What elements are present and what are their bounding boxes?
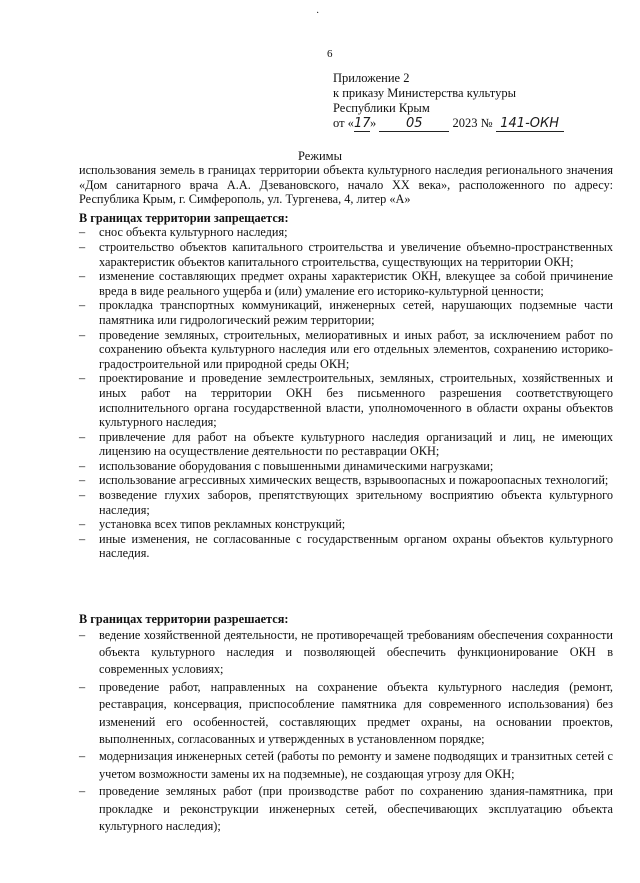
top-mark: · <box>316 8 320 19</box>
dash-bullet: – <box>79 627 86 642</box>
handwritten-day: 17 <box>353 116 371 131</box>
dash-bullet: – <box>79 327 86 342</box>
list-item-text: снос объекта культурного наследия; <box>99 225 288 240</box>
dash-bullet: – <box>79 679 86 694</box>
list-item <box>79 298 613 327</box>
dash-bullet: – <box>79 458 86 473</box>
list-item <box>79 459 613 474</box>
list-item-text: проведение земляных работ (при производстве работ по сохранению здания-памятника, при прокладке и реконструкции инженерных сетей, обеспечивающих эксплуатацию объекта культурного наследия); <box>99 784 613 834</box>
list-item-text: использование оборудования с повышенными динамическими нагрузками; <box>99 458 494 473</box>
appendix-line: к приказу Министерства культуры <box>333 86 516 100</box>
list-item-text: проектирование и проведение землестроительных, земляных, строительных, хозяйственных и иных работ на территории ОКН без письменного разрешения соответствующего исполнительного органа государственной власти, уполномоченного в области охраны объектов культурного наследия; <box>99 371 613 430</box>
list-item-text: прокладка транспортных коммуникаций, инженерных сетей, нарушающих подземные части памятника или гидрологический режим территории; <box>99 298 613 327</box>
dash-bullet: – <box>79 488 86 503</box>
permitted-list <box>79 627 613 836</box>
date-prefix: от « <box>333 116 354 130</box>
list-item <box>79 679 613 749</box>
dash-bullet: – <box>79 531 86 546</box>
dash-bullet: – <box>79 517 86 532</box>
list-item <box>79 430 613 459</box>
prohibited-heading: В границах территории запрещается: <box>79 210 289 225</box>
dash-bullet: – <box>79 749 86 764</box>
list-item <box>79 532 613 561</box>
date-mid: » <box>369 116 377 130</box>
list-item <box>79 488 613 517</box>
document-title: Режимы <box>298 149 342 163</box>
list-item <box>79 473 613 488</box>
list-item <box>79 269 613 298</box>
list-item-text: иные изменения, не согласованные с государственным органом охраны объектов культурного наследия. <box>99 531 613 561</box>
list-item-text: строительство объектов капитального строительства и увеличение объемно-пространственных характеристик объектов капитального строительства, существующих на территории ОКН; <box>99 239 613 269</box>
list-item-text: модернизация инженерных сетей (работы по ремонту и замене подводящих и транзитных сетей с учетом возможности замены их на подземные), не создающая угрозу для ОКН; <box>99 749 613 781</box>
handwritten-order-number: 141-ОКН <box>496 117 564 132</box>
permitted-heading: В границах территории разрешается: <box>79 612 289 626</box>
dash-bullet: – <box>79 298 86 313</box>
list-item-text: использование агрессивных химических веществ, взрывоопасных и пожароопасных технологий; <box>99 473 609 488</box>
intro-paragraph: использования земель в границах территории объекта культурного наследия регионального значения «Дом санитарного врача А.А. Дзевановского, начало XX века», расположенного по адресу: Республика Крым, г. Симферополь, ул. Тургенева, 4, литер «А» <box>79 163 613 207</box>
dash-bullet: – <box>79 371 86 386</box>
list-item-text: привлечение для работ на объекте культурного наследия организаций и лиц, не имеющих лицензию на осуществление деятельности по реставрации ОКН; <box>99 429 613 459</box>
appendix-line: Приложение 2 <box>333 71 410 85</box>
dash-bullet: – <box>79 225 86 240</box>
dash-bullet: – <box>79 429 86 444</box>
appendix-date-line <box>333 116 564 132</box>
list-item-text: установка всех типов рекламных конструкций; <box>99 517 346 532</box>
list-item <box>79 225 613 240</box>
list-item-text: проведение земляных, строительных, мелиоративных и иных работ, за исключением работ по сохранению объекта культурного наследия или его отдельных элементов, сохранению историко-градостроительной или природной среды ОКН; <box>99 327 613 371</box>
dash-bullet: – <box>79 269 86 284</box>
dash-bullet: – <box>79 239 86 254</box>
list-item-text: возведение глухих заборов, препятствующих зрительному восприятию объекта культурного наследия; <box>99 488 613 517</box>
dash-bullet: – <box>79 784 86 799</box>
list-item-text: ведение хозяйственной деятельности, не противоречащей требованиям обеспечения сохранности объекта культурного наследия и позволяющей обеспечить функционирование ОКН в современных условиях; <box>99 627 613 677</box>
list-item <box>79 627 613 679</box>
list-item-text: проведение работ, направленных на сохранение объекта культурного наследия (ремонт, реставрация, консервация, приспособление памятника для современного использования) без изменений его особенностей, составляющих предмет охраны, на основании проектов, выполненных, согласованных и утвержденных в установленном порядке; <box>99 679 613 747</box>
list-item <box>79 328 613 372</box>
list-item <box>79 783 613 835</box>
appendix-header <box>333 71 564 132</box>
page-number: 6 <box>327 48 333 60</box>
prohibited-list <box>79 225 613 561</box>
handwritten-month: 05 <box>379 117 449 132</box>
appendix-line: Республики Крым <box>333 101 430 115</box>
document-body <box>79 163 613 561</box>
list-item <box>79 748 613 783</box>
list-item <box>79 240 613 269</box>
list-item <box>79 517 613 532</box>
list-item-text: изменение составляющих предмет охраны характеристик ОКН, влекущее за собой причинение вреда в виде реального ущерба и (или) умаление его историко-культурной ценности; <box>99 269 613 298</box>
permitted-section <box>79 612 613 835</box>
list-item <box>79 371 613 429</box>
dash-bullet: – <box>79 473 86 488</box>
date-year: 2023 № <box>452 116 493 130</box>
